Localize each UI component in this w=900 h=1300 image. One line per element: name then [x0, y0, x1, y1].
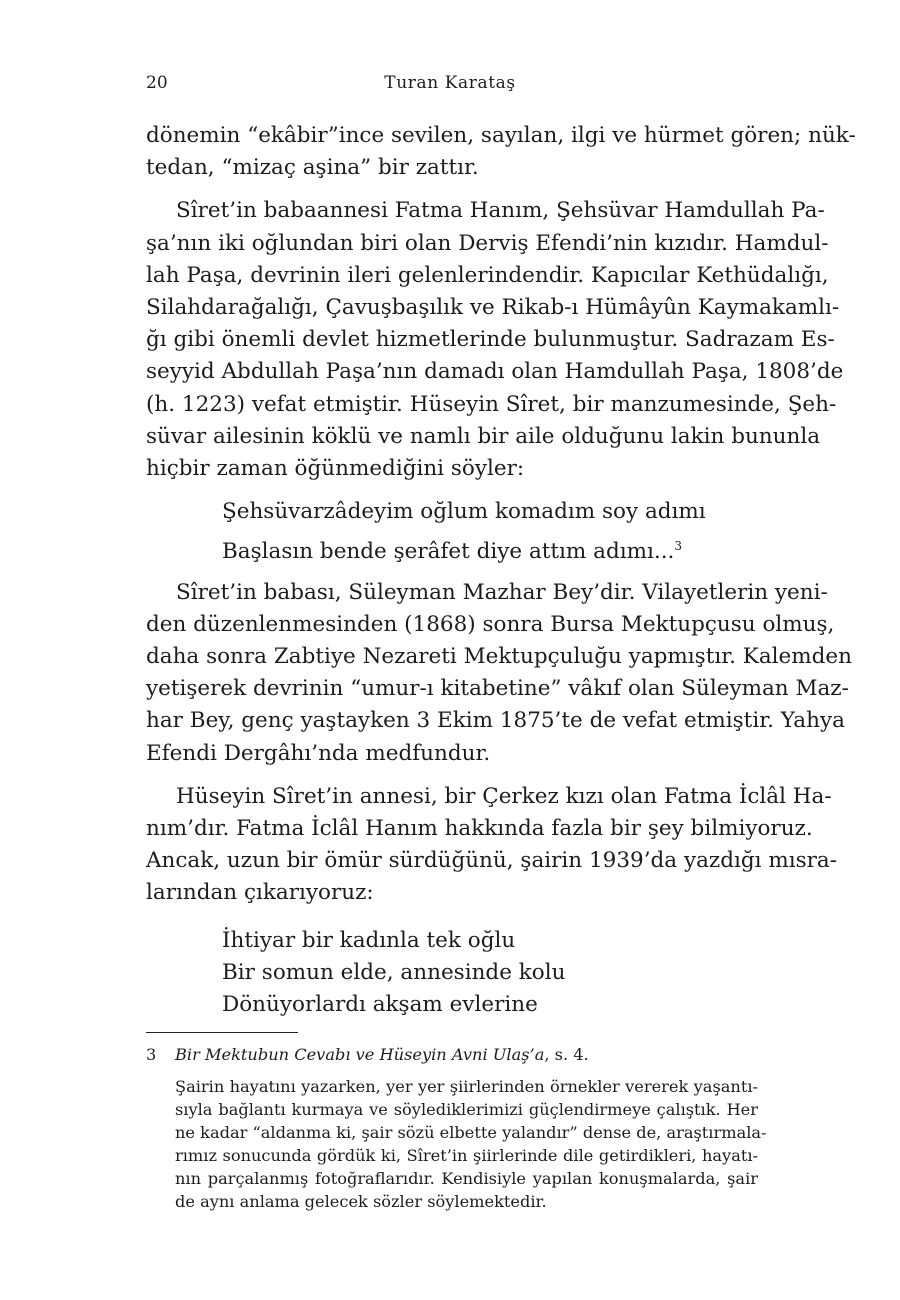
running-head: Turan Karataş: [384, 73, 516, 93]
text-line: hiçbir zaman öğünmediğini söyler:: [146, 456, 525, 482]
text-line: Sîret’in babası, Süleyman Mazhar Bey’dir. Vilayetlerin yeni-: [176, 579, 828, 605]
text-line: den düzenlenmesinden (1868) sonra Bursa Mektupçusu olmuş,: [146, 611, 835, 637]
text-line: har Bey, genç yaştayken 3 Ekim 1875’te de vefat etmiştir. Yahya: [146, 708, 845, 734]
text-line: ğı gibi önemli devlet hizmetlerinde bulunmuştur. Sadrazam Es-: [146, 327, 835, 353]
text-line: (h. 1223) vefat etmiştir. Hüseyin Sîret, bir manzumesinde, Şeh-: [146, 391, 837, 417]
paragraph-4: [146, 781, 838, 910]
text-line: larından çıkarıyoruz:: [146, 880, 374, 906]
body-text: [146, 120, 856, 1021]
text-line: tedan, “mizaç aşina” bir zattır.: [146, 155, 479, 181]
verse-block-2: [146, 925, 758, 1022]
text-line: yetişerek devrinin “umur-ı kitabetine” vâkıf olan Süleyman Maz-: [146, 676, 849, 702]
footnotes: [146, 1043, 767, 1213]
footnote-line: ne kadar “aldanma ki, şair sözü elbette yalandır” dense de, araştırmala-: [175, 1123, 767, 1142]
text-line: lah Paşa, devrinin ileri gelenlerindendir. Kapıcılar Kethüdalığı,: [146, 262, 829, 288]
verse-line-text: Başlasın bende şerâfet diye attım adımı...: [222, 539, 675, 565]
paragraph-3: [146, 577, 853, 770]
footnote-line: sıyla bağlantı kurmaya ve söylediklerimizi güçlendirmeye çalıştık. Her: [175, 1100, 758, 1119]
paragraph-1: [146, 120, 856, 184]
page-number: 20: [146, 73, 168, 93]
footnote-rule: [146, 1032, 298, 1033]
text-line: şa’nın iki oğlundan biri olan Derviş Efendi’nin kızıdır. Hamdul-: [146, 230, 829, 256]
text-line: Hüseyin Sîret’in annesi, bir Çerkez kızı olan Fatma İclâl Ha-: [176, 783, 832, 809]
text-line: dönemin “ekâbir”ince sevilen, sayılan, ilgi ve hürmet gören; nük-: [146, 123, 856, 148]
verse-line: Dönüyorlardı akşam evlerine: [222, 992, 538, 1018]
footnote-line: nın parçalanmış fotoğraflarıdır. Kendisiyle yapılan konuşmalarda, şair: [175, 1169, 758, 1188]
verse-line: İhtiyar bir kadınla tek oğlu: [222, 927, 516, 953]
footnote-citation-page: , s. 4.: [544, 1045, 589, 1064]
footnote-line: de aynı anlama gelecek sözler söylemektedir.: [175, 1192, 547, 1211]
text-line: Silahdarağalığı, Çavuşbaşılık ve Rikab-ı Hümâyûn Kaymakamlı-: [146, 295, 840, 321]
footnote-line: Şairin hayatını yazarken, yer yer şiirlerinden örnekler vererek yaşantı-: [175, 1077, 758, 1096]
footnote-number: 3: [146, 1045, 157, 1064]
verse-line: Şehsüvarzâdeyim oğlum komadım soy adımı: [222, 499, 706, 525]
text-line: daha sonra Zabtiye Nezareti Mektupçuluğu yapmıştır. Kalemden: [146, 644, 853, 670]
footnote-reference: 3: [674, 539, 683, 554]
text-line: Sîret’in babaannesi Fatma Hanım, Şehsüvar Hamdullah Pa-: [176, 198, 825, 224]
footnote-line: rımız sonucunda gördük ki, Sîret’in şiirlerinde dile getirdikleri, hayatı-: [175, 1146, 758, 1165]
footnote-citation-title: Bir Mektubun Cevabı ve Hüseyin Avni Ulaş’a: [175, 1045, 545, 1064]
text-line: nım’dır. Fatma İclâl Hanım hakkında fazla bir şey bilmiyoruz.: [146, 816, 813, 842]
text-line: Ancak, uzun bir ömür sürdüğünü, şairin 1939’da yazdığı mısra-: [146, 848, 838, 874]
text-line: süvar ailesinin köklü ve namlı bir aile olduğunu lakin bununla: [146, 423, 821, 449]
footnote-paragraph: [146, 1075, 767, 1213]
verse-block-1: [146, 496, 758, 568]
paragraph-2: [146, 195, 844, 485]
verse-line: Bir somun elde, annesinde kolu: [222, 959, 566, 985]
text-line: Efendi Dergâhı’nda medfundur.: [146, 740, 491, 766]
text-line: seyyid Abdullah Paşa’nın damadı olan Hamdullah Paşa, 1808’de: [146, 359, 844, 385]
verse-line: [222, 536, 758, 568]
footnote-citation: [146, 1043, 758, 1066]
